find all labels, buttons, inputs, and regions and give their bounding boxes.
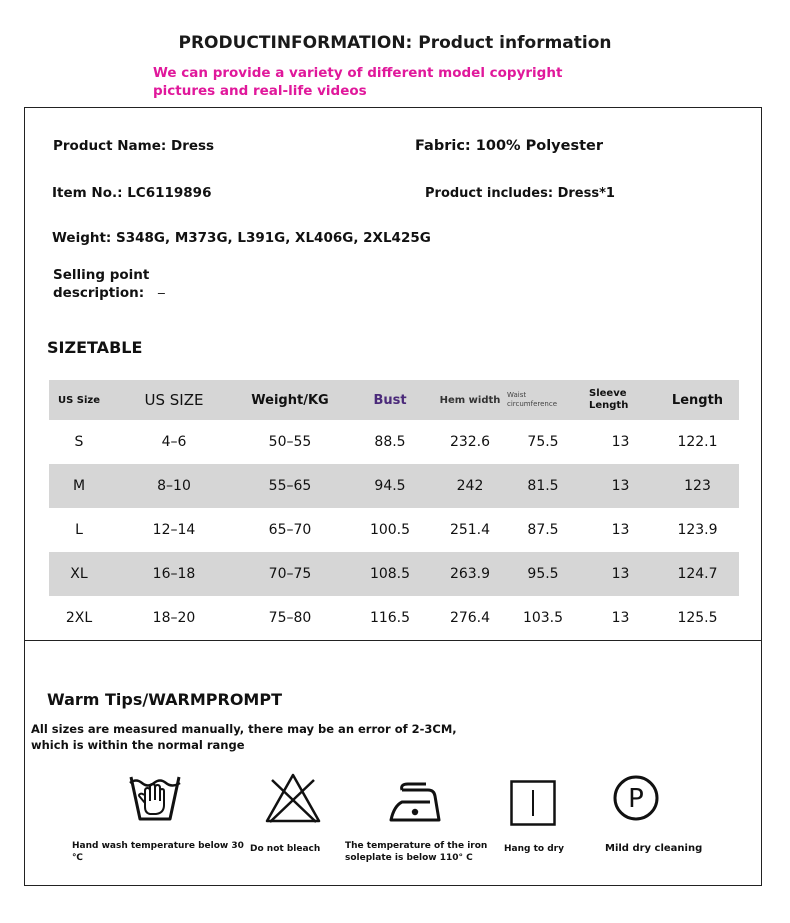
cell-bust: 116.5 bbox=[369, 610, 411, 626]
cell-hem: 242 bbox=[456, 478, 484, 494]
header-waist-line-1: Waist bbox=[507, 391, 527, 399]
cell-bust: 100.5 bbox=[369, 522, 411, 538]
weight-info: Weight: S348G, M373G, L391G, XL406G, 2XL425G bbox=[52, 230, 431, 246]
cell-size: 2XL bbox=[65, 610, 93, 626]
section-divider bbox=[24, 640, 762, 641]
fabric: Fabric: 100% Polyester bbox=[415, 138, 604, 154]
header-weight: Weight/KG bbox=[251, 392, 329, 408]
warm-tips-note-line-2: which is within the normal range bbox=[31, 738, 245, 752]
cell-waist: 75.5 bbox=[527, 434, 559, 450]
cell-hem: 251.4 bbox=[449, 522, 491, 538]
cell-sleeve: 13 bbox=[611, 610, 630, 626]
cell-weight: 75–80 bbox=[268, 610, 312, 626]
cell-sleeve: 13 bbox=[611, 522, 630, 538]
care-label-hand-wash bbox=[72, 840, 247, 864]
cell-length: 123 bbox=[684, 478, 711, 494]
dry-clean-letter: P bbox=[628, 784, 644, 814]
cell-waist: 95.5 bbox=[527, 566, 559, 582]
promo-text: We can provide a variety of different model copyright pictures and real-life videos bbox=[153, 65, 563, 99]
cell-hem: 232.6 bbox=[449, 434, 491, 450]
header-sleeve-line-2: Length bbox=[589, 400, 629, 411]
cell-hem: 276.4 bbox=[449, 610, 491, 626]
size-table bbox=[49, 380, 739, 640]
warm-tips-note-line-1: All sizes are measured manually, there may be an error of 2-3CM, bbox=[31, 722, 457, 736]
cell-sleeve: 13 bbox=[611, 478, 630, 494]
cell-us: 4–6 bbox=[161, 434, 187, 450]
header-length: Length bbox=[671, 392, 724, 408]
care-label-iron bbox=[345, 840, 495, 864]
cell-weight: 70–75 bbox=[268, 566, 312, 582]
table-row bbox=[49, 596, 739, 640]
cell-length: 123.9 bbox=[677, 522, 718, 538]
header-us-size-caps: US SIZE bbox=[144, 391, 204, 409]
cell-waist: 81.5 bbox=[527, 478, 559, 494]
cell-hem: 263.9 bbox=[449, 566, 491, 582]
iron-icon bbox=[388, 780, 444, 826]
cell-sleeve: 13 bbox=[611, 434, 630, 450]
dry-clean-icon bbox=[612, 774, 660, 822]
selling-point-value: _ bbox=[158, 279, 165, 295]
cell-size: M bbox=[72, 478, 86, 494]
cell-waist: 103.5 bbox=[522, 610, 564, 626]
cell-weight: 50–55 bbox=[268, 434, 312, 450]
cell-us: 16–18 bbox=[152, 566, 196, 582]
cell-size: L bbox=[75, 522, 83, 538]
hang-to-dry-icon bbox=[510, 780, 556, 826]
selling-point-label: Selling point bbox=[53, 267, 150, 283]
item-number: Item No.: LC6119896 bbox=[52, 185, 212, 201]
no-bleach-icon bbox=[264, 772, 322, 824]
product-name: Product Name: Dress bbox=[53, 138, 215, 154]
header-waist-line-2: circumference bbox=[507, 400, 558, 408]
header-bust: Bust bbox=[373, 392, 407, 408]
cell-length: 125.5 bbox=[677, 610, 718, 626]
cell-us: 12–14 bbox=[152, 522, 196, 538]
table-row bbox=[49, 552, 739, 596]
table-row bbox=[49, 508, 739, 552]
cell-length: 124.7 bbox=[677, 566, 718, 582]
cell-bust: 88.5 bbox=[374, 434, 406, 450]
cell-bust: 108.5 bbox=[369, 566, 411, 582]
size-table-title: SIZETABLE bbox=[47, 338, 143, 357]
care-label-hand-wash-line-2: ℃ bbox=[72, 853, 83, 863]
warm-tips-title: Warm Tips/WARMPROMPT bbox=[47, 690, 282, 709]
care-label-iron-line-1: The temperature of the iron bbox=[345, 841, 488, 851]
cell-bust: 94.5 bbox=[374, 478, 406, 494]
table-row bbox=[49, 420, 739, 464]
care-label-dry-clean: Mild dry cleaning bbox=[605, 843, 703, 854]
product-includes: Product includes: Dress*1 bbox=[425, 186, 615, 201]
care-label-hang: Hang to dry bbox=[504, 844, 564, 854]
cell-weight: 55–65 bbox=[268, 478, 312, 494]
care-label-hand-wash-line-1: Hand wash temperature below 30 bbox=[72, 841, 244, 851]
warm-tips-note bbox=[31, 721, 461, 753]
header-us-size: US Size bbox=[57, 394, 101, 406]
size-table-header bbox=[49, 380, 739, 420]
header-sleeve-line-1: Sleeve bbox=[589, 388, 627, 399]
care-label-iron-line-2: soleplate is below 110° C bbox=[345, 853, 473, 863]
cell-size: S bbox=[74, 434, 84, 450]
header-waist bbox=[501, 380, 585, 420]
header-hem-width: Hem width bbox=[439, 394, 501, 406]
hand-wash-icon bbox=[128, 773, 182, 825]
care-label-no-bleach: Do not bleach bbox=[250, 844, 321, 854]
cell-us: 8–10 bbox=[157, 478, 191, 494]
cell-us: 18–20 bbox=[152, 610, 196, 626]
cell-length: 122.1 bbox=[677, 434, 718, 450]
selling-point-label-2: description: bbox=[53, 285, 145, 301]
cell-sleeve: 13 bbox=[611, 566, 630, 582]
header-sleeve bbox=[585, 380, 656, 420]
table-row bbox=[49, 464, 739, 508]
cell-size: XL bbox=[70, 566, 88, 582]
cell-waist: 87.5 bbox=[527, 522, 559, 538]
cell-weight: 65–70 bbox=[268, 522, 312, 538]
page-title: PRODUCTINFORMATION: Product information bbox=[178, 33, 612, 53]
